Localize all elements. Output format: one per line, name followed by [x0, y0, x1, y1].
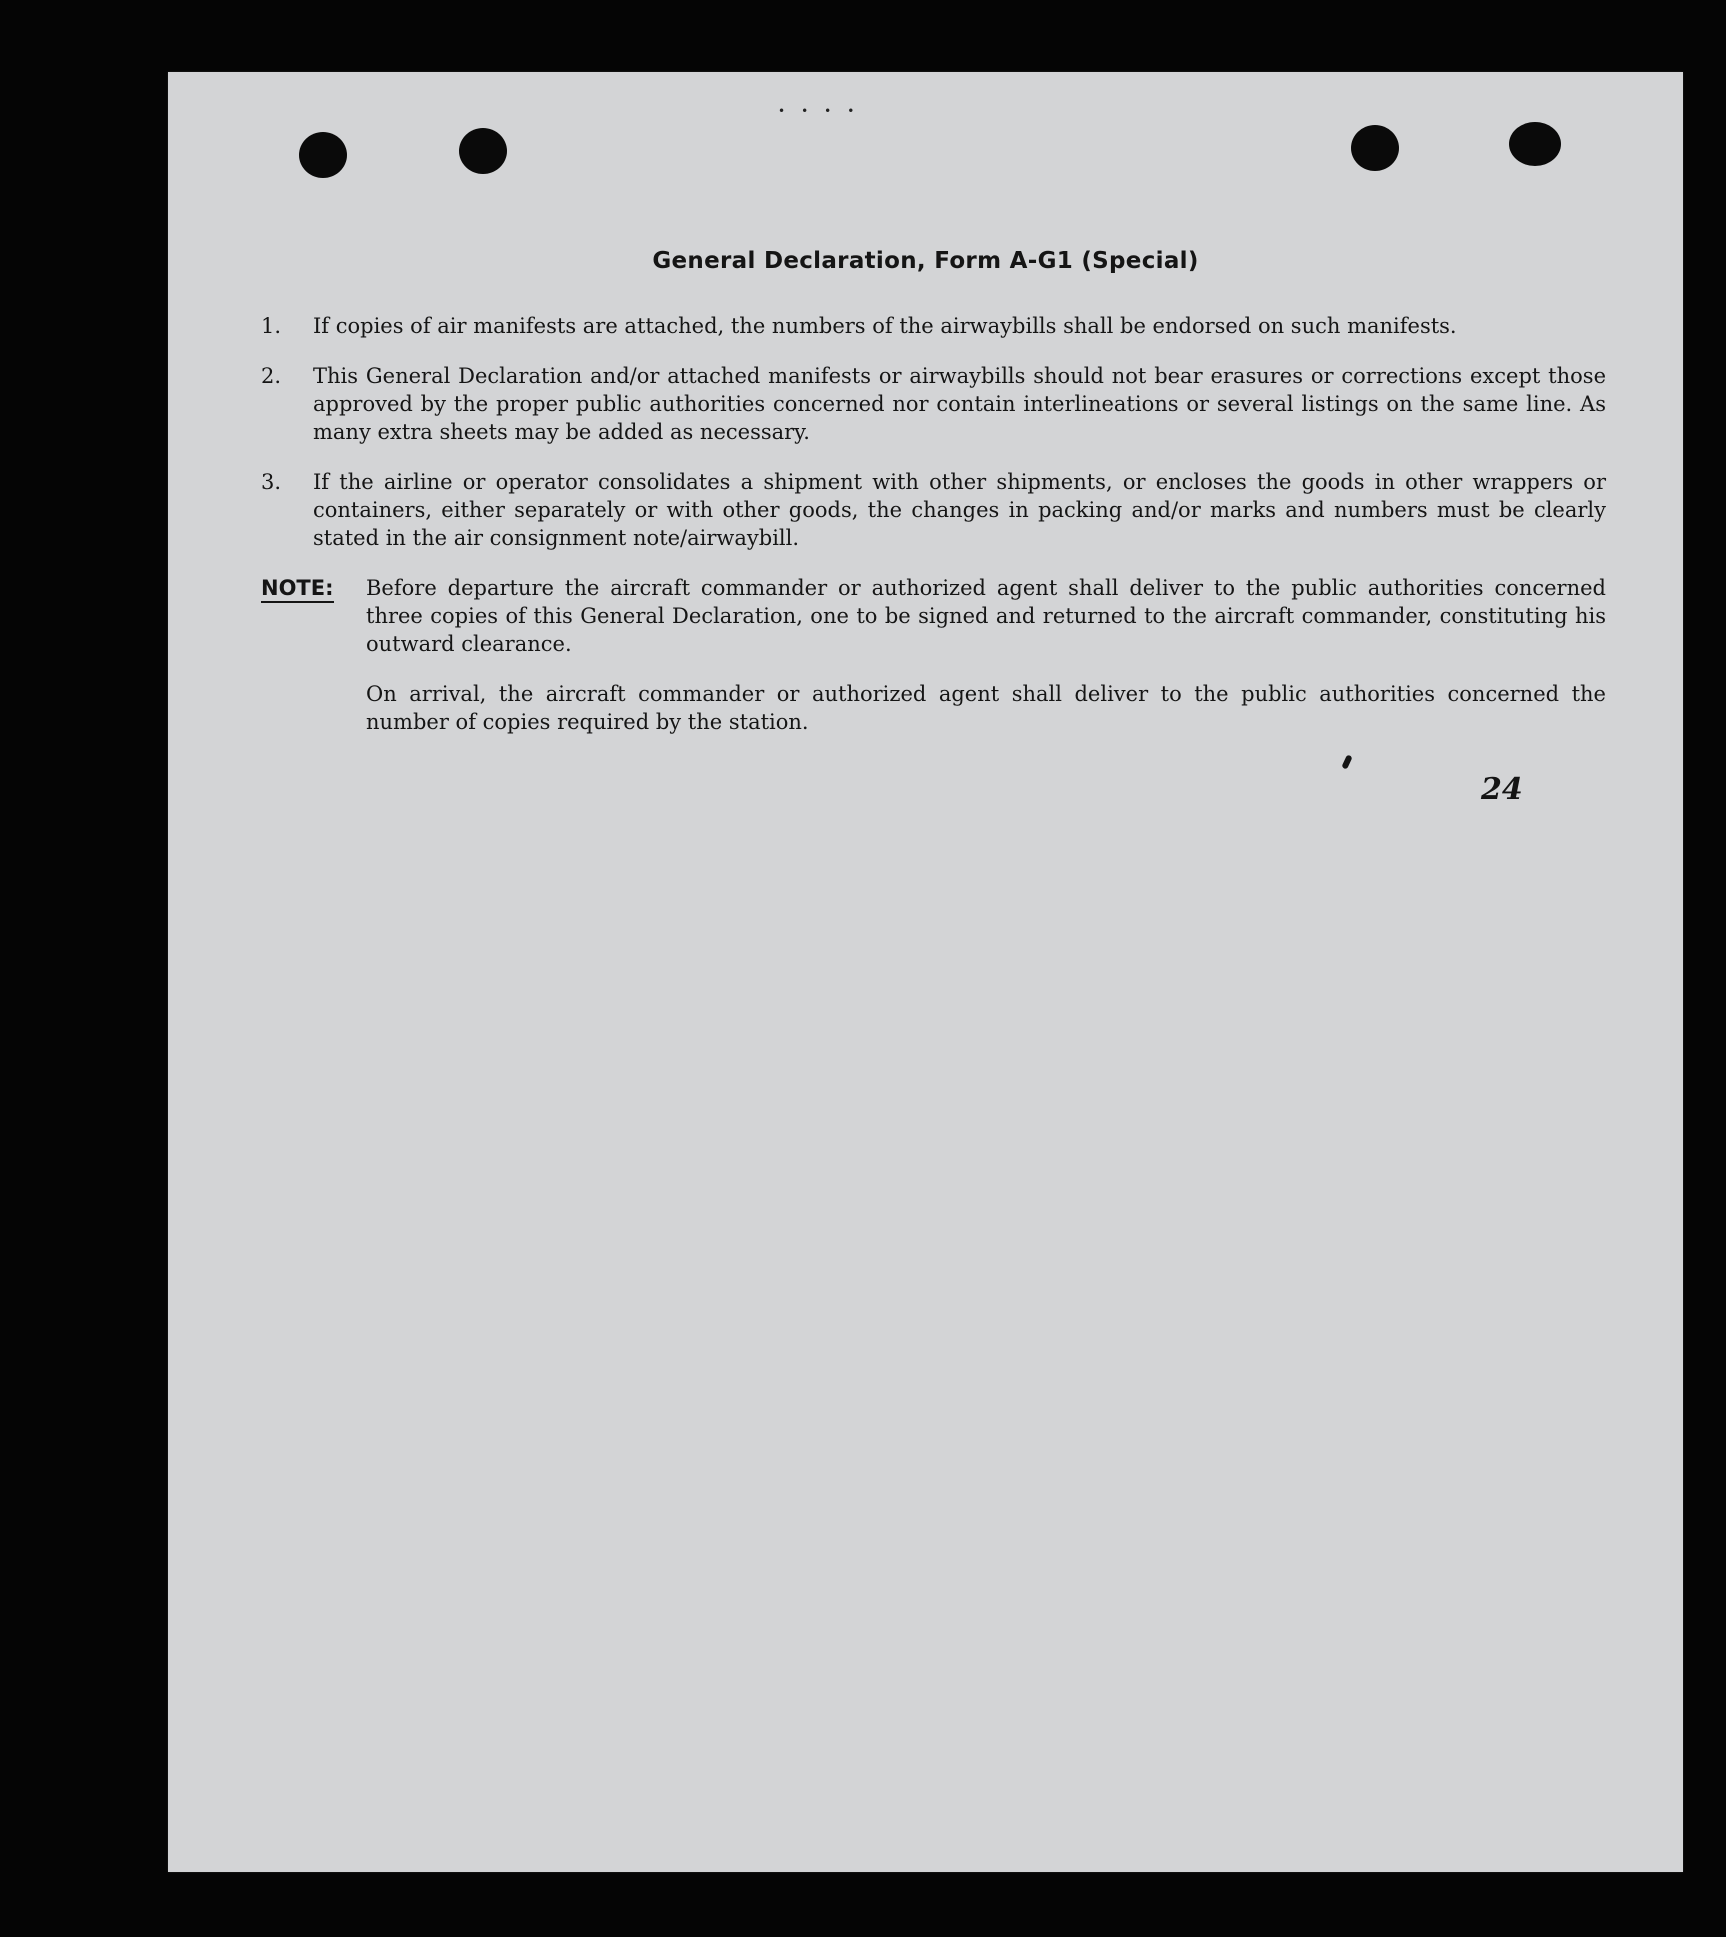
- scan-specks: ••••: [778, 104, 871, 118]
- item-number: 3.: [261, 470, 282, 494]
- document-body: [261, 312, 1606, 758]
- document-page: [168, 72, 1683, 1872]
- list-item: [261, 468, 1606, 552]
- punch-hole-2: [459, 128, 507, 174]
- punch-hole-1: [299, 132, 347, 178]
- list-item: [261, 362, 1606, 446]
- item-text: This General Declaration and/or attached manifests or airwaybills should not bear erasures or corrections except those approved by the proper public authorities concerned nor contain interlineations or several listings on the same line. As many extra sheets may be added as necessary.: [313, 364, 1606, 444]
- punch-hole-4: [1509, 122, 1561, 166]
- item-number: 2.: [261, 364, 282, 388]
- item-number: 1.: [261, 314, 282, 338]
- punch-hole-3: [1351, 125, 1399, 171]
- item-text: If copies of air manifests are attached, the numbers of the airwaybills shall be endorsed on such manifests.: [313, 314, 1457, 338]
- document-title: General Declaration, Form A-G1 (Special): [652, 248, 1199, 274]
- note-paragraph: Before departure the aircraft commander or authorized agent shall deliver to the public authorities concerned three copies of this General Declaration, one to be signed and returned to the aircraft commander, constituting his outward clearance.: [366, 576, 1606, 656]
- handwritten-page-number: 24: [1481, 772, 1523, 807]
- note-section: [261, 574, 1606, 758]
- item-text: If the airline or operator consolidates a shipment with other shipments, or encloses the goods in other wrappers or containers, either separately or with other goods, the changes in packing and/or marks and numbers must be clearly stated in the air consignment note/airwaybill.: [313, 470, 1606, 550]
- note-label: NOTE:: [261, 574, 366, 758]
- note-body: [366, 574, 1606, 758]
- note-paragraph: On arrival, the aircraft commander or authorized agent shall deliver to the public authorities concerned the number of copies required by the station.: [366, 682, 1606, 734]
- list-item: [261, 312, 1606, 340]
